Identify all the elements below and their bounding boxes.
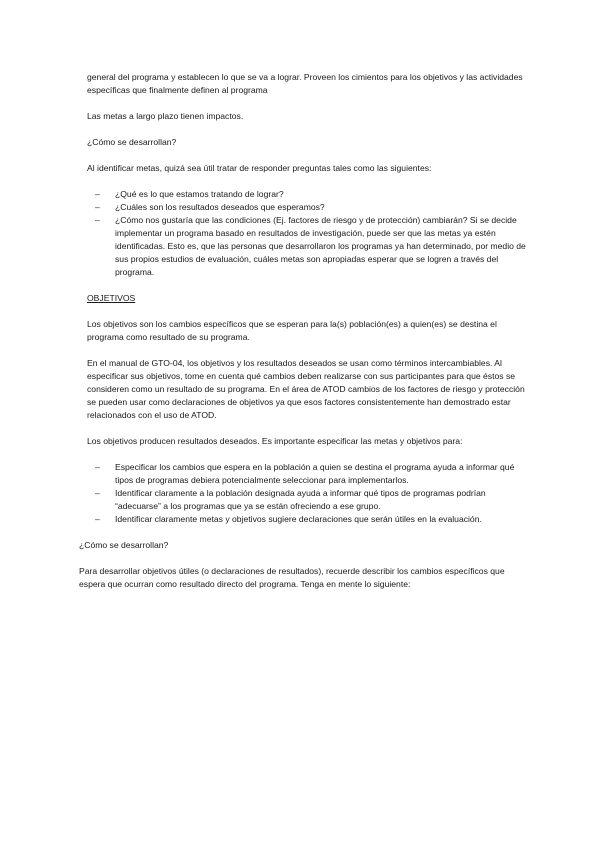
question-como-se-desarrollan-metas: ¿Cómo se desarrollan? [87, 137, 177, 147]
list-item: – ¿Cuáles son los resultados deseados que esperamos? [87, 201, 527, 214]
paragraph-metas-largo-plazo: Las metas a largo plazo tienen impactos. [87, 111, 244, 121]
paragraph-manual-gto: En el manual de GTO-04, los objetivos y los resultados deseados se usan como términos intercambiables. Al especificar sus objetivos, tome en cuenta qué cambios deben realizarse con sus participantes para que éstos se consideren como un resultado de su programa. En el área de ATOD cambios de los factores de riesgo y protección se pueden usar como declaraciones de objetivos ya que esos factores consistentemente han demostrado estar relacionados con el uso de ATOD. [87, 358, 525, 420]
paragraph-objetivos-definicion: Los objetivos son los cambios específicos que se esperan para la(s) población(es) a quien(es) se destina el programa como resultado de su programa. [87, 319, 497, 342]
paragraph-resultados-deseados: Los objetivos producen resultados deseados. Es importante especificar las metas y objetivos para: [87, 436, 463, 446]
paragraph-identificar-metas: Al identificar metas, quizá sea útil tratar de responder preguntas tales como las siguientes: [87, 163, 432, 173]
list-item: – ¿Cómo nos gustaría que las condiciones (Ej. factores de riesgo y de protección) cambiarán? Si se decide implementar un programa basado en resultados de investigación, puede ser que las metas ya estén identificadas. Esto es, que las personas que desarrollaron los programas ya han determinado, por medio de sus propios estudios de evaluación, cuáles metas son apropiadas esperar que se logren a través del programa. [87, 214, 527, 279]
heading-objetivos: OBJETIVOS [87, 293, 136, 303]
question-como-se-desarrollan-objetivos: ¿Cómo se desarrollan? [79, 540, 169, 550]
list-item: – ¿Qué es lo que estamos tratando de lograr? [87, 188, 527, 201]
paragraph-desarrollar-objetivos: Para desarrollar objetivos útiles (o declaraciones de resultados), recuerde describir los cambios específicos que espera que ocurran como resultado directo del programa. Tenga en mente lo siguiente: [79, 566, 505, 589]
list-preguntas-metas [87, 188, 527, 279]
list-item: – Identificar claramente metas y objetivos sugiere declaraciones que serán útiles en la evaluación. [87, 513, 527, 526]
document-body [79, 71, 527, 591]
paragraph-metas-intro: general del programa y establecen lo que se va a lograr. Proveen los cimientos para los objetivos y las actividades específicas que finalmente definen al programa [87, 72, 523, 95]
list-item: – Especificar los cambios que espera en la población a quien se destina el programa ayuda a informar qué tipos de programas debiera potencialmente seleccionar para implementarlos. [87, 461, 527, 487]
list-item: – Identificar claramente a la población designada ayuda a informar qué tipos de programas podrían “adecuarse” a los programas que ya se están ofreciendo a ese grupo. [87, 487, 527, 513]
list-especificar-metas [87, 461, 527, 526]
